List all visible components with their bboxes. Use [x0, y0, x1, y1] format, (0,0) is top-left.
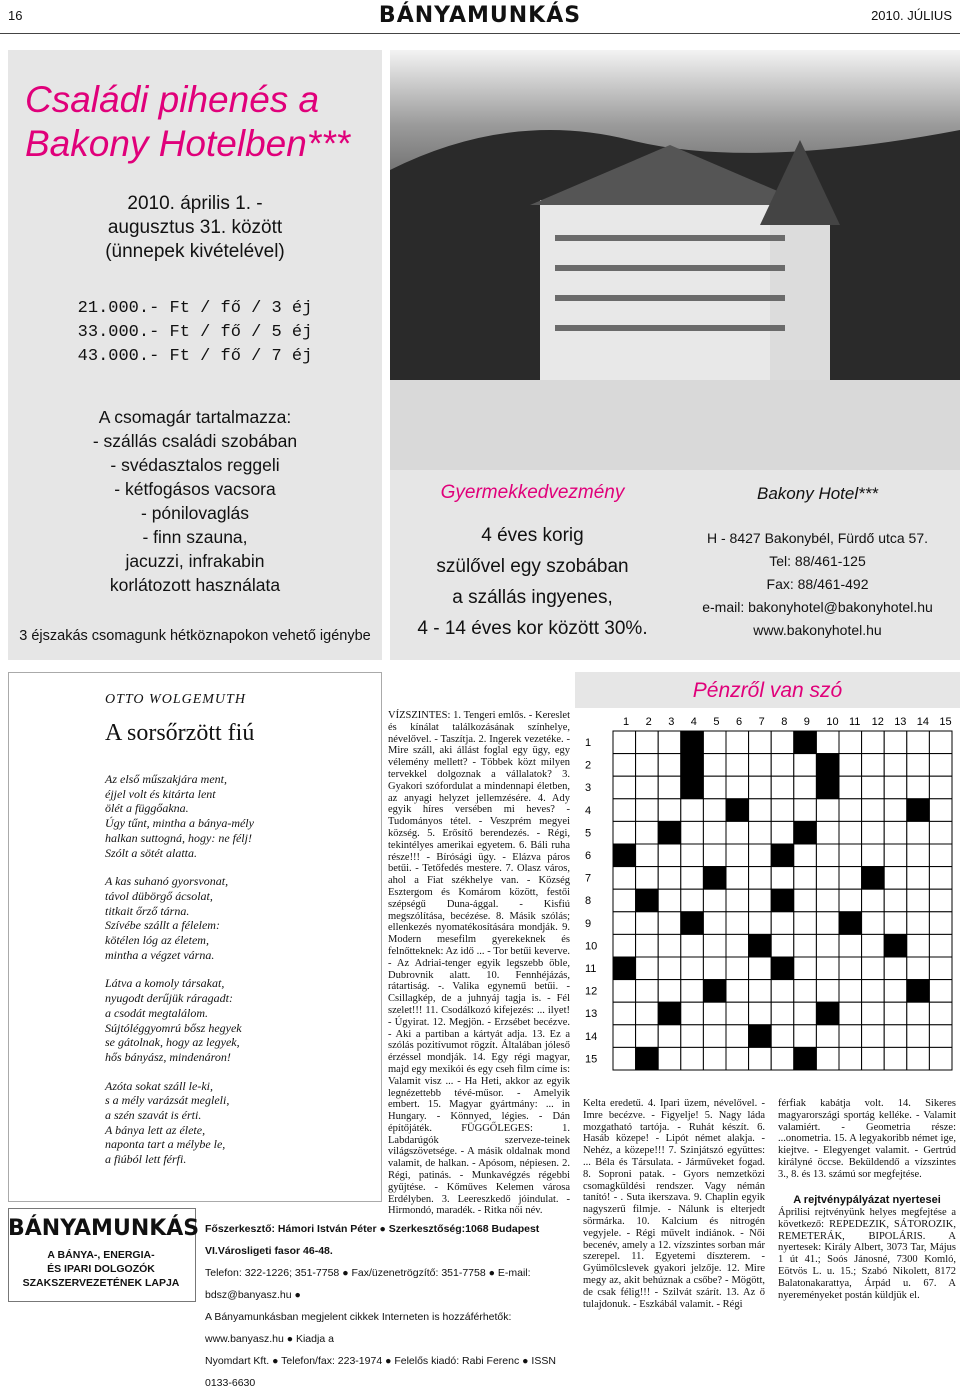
ad-period: 2010. április 1. - augusztus 31. között (ünnepek kivételével) — [105, 193, 285, 262]
crossword-cell[interactable] — [771, 867, 794, 890]
crossword-column-number: 7 — [758, 716, 765, 728]
crossword-cell[interactable] — [726, 912, 749, 935]
crossword-cell[interactable] — [862, 799, 885, 822]
crossword-title: Pénzről van szó — [692, 679, 843, 702]
crossword-cell[interactable] — [929, 844, 952, 867]
crossword-cell[interactable] — [749, 867, 772, 890]
crossword-cell[interactable] — [794, 980, 817, 1003]
crossword-cell[interactable] — [929, 799, 952, 822]
crossword-cell[interactable] — [726, 1002, 749, 1025]
crossword-cell[interactable] — [929, 1002, 952, 1025]
crossword-cell[interactable] — [681, 1002, 704, 1025]
crossword-black-cell — [681, 912, 704, 935]
crossword-row-number: 3 — [585, 782, 592, 795]
crossword-cell[interactable] — [613, 754, 636, 777]
crossword-cell[interactable] — [839, 980, 862, 1003]
ad-package: A csomagár tartalmazza: - szállás családi szobában - svédasztalos reggeli - kétfogásos vacsora - pónilovaglás - finn szauna, jacuzzi, infrakabin korlátozott használata — [92, 407, 298, 595]
crossword-cell[interactable] — [681, 889, 704, 912]
crossword-cell[interactable] — [658, 1025, 681, 1048]
crossword-cell[interactable] — [884, 731, 907, 754]
crossword-cell[interactable] — [839, 799, 862, 822]
crossword-cell[interactable] — [794, 889, 817, 912]
crossword-cell[interactable] — [636, 821, 659, 844]
crossword-cell[interactable] — [839, 934, 862, 957]
crossword-cell[interactable] — [636, 799, 659, 822]
crossword-cell[interactable] — [703, 799, 726, 822]
crossword-cell[interactable] — [749, 776, 772, 799]
hotel-photo-illustration — [390, 50, 960, 470]
crossword-cell[interactable] — [771, 1025, 794, 1048]
crossword-cell[interactable] — [862, 912, 885, 935]
crossword-black-cell — [749, 1025, 772, 1048]
crossword-cell[interactable] — [658, 731, 681, 754]
crossword-black-cell — [726, 799, 749, 822]
crossword-cell[interactable] — [884, 912, 907, 935]
crossword-cell[interactable] — [771, 1047, 794, 1070]
crossword-cell[interactable] — [726, 889, 749, 912]
crossword-cell[interactable] — [884, 776, 907, 799]
poem-title: A sorsőrzött fiú — [105, 720, 255, 746]
crossword-column-number: 8 — [781, 716, 788, 728]
crossword-cell[interactable] — [703, 912, 726, 935]
crossword-cell[interactable] — [771, 821, 794, 844]
crossword-cell[interactable] — [884, 867, 907, 890]
crossword-black-cell — [816, 776, 839, 799]
crossword-cell[interactable] — [658, 799, 681, 822]
crossword-cell[interactable] — [613, 776, 636, 799]
crossword-cell[interactable] — [703, 821, 726, 844]
crossword-cell[interactable] — [794, 754, 817, 777]
crossword-black-cell — [681, 776, 704, 799]
crossword-cell[interactable] — [862, 980, 885, 1003]
crossword-black-cell — [658, 1002, 681, 1025]
crossword-cell[interactable] — [794, 1002, 817, 1025]
crossword-cell[interactable] — [771, 912, 794, 935]
crossword-cell[interactable] — [771, 731, 794, 754]
imprint: Főszerkesztő: Hámori István Péter ● Szerkesztőség:1068 Budapest VI.Városligeti fasor 46-48. Telefon: 322-1226; 351-7758 ● Fax/üzenetrögzítő: 351-7758 ● E-mail: bdsz@banyasz.hu ● A Bányamunkásban megjelent cikkek Interneten is hozzáférhetők: www.banyasz.hu ● Kiadja a Nyomdart Kft. ● Telefon/fax: 223-1974 ● Felelős kiadó: Rabi Ferenc ● ISSN 0133-6630 — [205, 1223, 556, 1389]
crossword-cell[interactable] — [749, 912, 772, 935]
crossword-column-number: 10 — [826, 716, 839, 728]
crossword-cell[interactable] — [929, 754, 952, 777]
header-rule — [0, 33, 960, 34]
crossword-cell[interactable] — [907, 889, 930, 912]
hotel-name: Bakony Hotel*** — [757, 484, 878, 503]
crossword-column-number: 13 — [894, 716, 907, 728]
crossword-column-number: 5 — [713, 716, 720, 728]
crossword-cell[interactable] — [613, 912, 636, 935]
crossword-column-number: 14 — [916, 716, 930, 728]
crossword-black-cell — [771, 889, 794, 912]
crossword-cell[interactable] — [839, 867, 862, 890]
crossword-cell[interactable] — [749, 889, 772, 912]
crossword-cell[interactable] — [681, 867, 704, 890]
crossword-cell[interactable] — [636, 957, 659, 980]
ad-title: Családi pihenés a Bakony Hotelben*** — [25, 79, 350, 164]
crossword-cell[interactable] — [816, 957, 839, 980]
crossword-cell[interactable] — [839, 957, 862, 980]
crossword-cell[interactable] — [816, 731, 839, 754]
crossword-cell[interactable] — [726, 934, 749, 957]
crossword-cell[interactable] — [929, 934, 952, 957]
crossword-column-number: 3 — [668, 716, 675, 728]
crossword-cell[interactable] — [884, 799, 907, 822]
crossword-black-cell — [839, 912, 862, 935]
crossword-column-number: 12 — [871, 716, 884, 728]
crossword-cell[interactable] — [658, 754, 681, 777]
crossword-cell[interactable] — [749, 844, 772, 867]
crossword-row-number: 12 — [585, 985, 598, 998]
crossword-cell[interactable] — [794, 776, 817, 799]
crossword-cell[interactable] — [862, 1047, 885, 1070]
crossword-cell[interactable] — [907, 912, 930, 935]
crossword-black-cell — [613, 844, 636, 867]
crossword-cell[interactable] — [862, 1025, 885, 1048]
crossword-cell[interactable] — [749, 754, 772, 777]
crossword-cell[interactable] — [839, 821, 862, 844]
crossword-cell[interactable] — [929, 867, 952, 890]
crossword-cell[interactable] — [703, 889, 726, 912]
crossword-cell[interactable] — [884, 1047, 907, 1070]
crossword-cell[interactable] — [613, 934, 636, 957]
crossword-cell[interactable] — [929, 1047, 952, 1070]
crossword-cell[interactable] — [816, 1025, 839, 1048]
crossword-cell[interactable] — [749, 1047, 772, 1070]
crossword-cell[interactable] — [726, 957, 749, 980]
crossword-cell[interactable] — [703, 934, 726, 957]
crossword-row-number: 5 — [585, 827, 592, 840]
crossword-cell[interactable] — [884, 980, 907, 1003]
crossword-cell[interactable] — [816, 799, 839, 822]
crossword-row-numbers — [584, 730, 606, 1090]
crossword-cell[interactable] — [726, 1025, 749, 1048]
crossword-cell[interactable] — [703, 754, 726, 777]
crossword-cell[interactable] — [907, 776, 930, 799]
crossword-cell[interactable] — [862, 1002, 885, 1025]
crossword-black-cell — [636, 889, 659, 912]
winners-title: A rejtvénypályázat nyertesei — [793, 1194, 941, 1206]
ad-weekday-note: 3 éjszakás csomagunk hétköznapokon vehető igénybe — [19, 628, 371, 644]
crossword-black-cell — [771, 957, 794, 980]
crossword-clues-continued: Kelta eredetű. 4. Ipari üzem, névelővel. - Imre becézve. - Figyelje! 5. Nagy láda mozgatható tartója. - Ruhát készít. 6. Hasáb közepe! - Lipót német alakja. - Nehéz, a közepe!!! 7. Szinjátszó együttes: ... Béla és Társulata. - Járműveket fogad. 8. Soproni patak. - Gyors nemzetközi csomagküldési rendszer. Vagy némán tanító! - . Suta ikerszava. 9. Chaplin egyik nagyszerű filmje. - Nálunk is elterjedt sörmárka. 10. Kalcium és nitrogén vegyjele. - Régi művelt indiánok. - Női becenév, amely a 12. vízszintes sorban már szerepel. 11. Egyetemi díszterem. - Gyümölcslevek gyakori jelzője. 12. Mire megy az, akit behúznak a csőbe? - Mögött, de csak félig!!! - Szilvát szárít. 13. Az ő tulajdonuk. - Eszkábál valamit. - Régi — [583, 1098, 765, 1310]
crossword-cell[interactable] — [862, 731, 885, 754]
crossword-cell[interactable] — [726, 980, 749, 1003]
crossword-black-cell — [907, 799, 930, 822]
crossword-black-cell — [884, 934, 907, 957]
hotel-photo — [390, 50, 960, 470]
crossword-row-number: 13 — [585, 1008, 598, 1021]
crossword-cell[interactable] — [636, 867, 659, 890]
crossword-cell[interactable] — [771, 799, 794, 822]
crossword-cell[interactable] — [839, 889, 862, 912]
crossword-clues: VÍZSZINTES: 1. Tengeri emlős. - Kereslet és kínálat találkozásának színhelye, névelővel. - Taszítja. 2. Ingerek vezetéke. - Mire száll, aki állást foglal egy ügy, egy vélemény mellett? - Többek közt milyen tervekkel dolgoznak a vállalatok? 3. Gyakori szófordulat a mindennapi életben, az anyagi helyzet jellemzésére. 4. Ady egyik híres versében mi heves? - Tudományos tétel. - Veszprém megyei község. 5. Erősítő berendezés. - Régi, tekintélyes amerikai egyetem. 6. Báli ruha része!!! - Bírósági ügy. - Elázva páros betűi. - Tetőfedés mestere. 7. Olasz város, ahol a Fiat székhelye van. - Község Esztergom és Komárom között, festői szépségű Duna-ággal. - Kisfiú megszólítása, becézése. 8. Másik szólás; ellenkezés nyomatékosítására mondják. 9. Modern mesefilm gyerekeknek és felnőtteknek: Az idő ... - Tor betűi keverve. - Az Adriai-tenger egyik legszebb öble, Dubrovnik alatt. 10. Fennhéjázás, rátartiság. -. Valika egynemű betűi. - Csillagkép, de a juhnyáj tagja is. - Fél szelet!!! 11. Csodálkozó kifejezés: ... ilyet! - Úgyirat. 12. Megjön. - Erzsébet becézve. - Aki a partiban a kártyát adja. 13. Ez a szólás pozitívumot rögzít. Általában jóleső érzéssel mondják. 14. Egy régi magyar, majd egy mexikói és egy cseh film címe is: Valamit visz ... - Ha Heti, akkor az egyik legnézettebb tévé-műsor. - Amelyik embert. 15. Magyar gyártmány: ... in Hungary. - Könnyed, légies. - Dán építőjáték. FÜGGŐLEGES: 1. Labdarúgók szerveze-teinek világszövetsége. - A másik oldalnak mond valamit, de halkan. - Apósom, népiesen. 2. Régi, patinás. - Munkavégzés régebbi gyűjtése. - Kőműves Kelemen városa Erdélyben. 3. Leereszkedő jóindulat. - Hirmondó, maradék. - Ritka női név. — [388, 710, 570, 1217]
crossword-cell[interactable] — [794, 934, 817, 957]
footer-logo: BÁNYAMUNKÁS — [8, 1216, 200, 1241]
crossword-black-cell — [816, 754, 839, 777]
crossword-black-cell — [613, 957, 636, 980]
crossword-column-number: 2 — [645, 716, 652, 728]
hotel-contact: H - 8427 Bakonybél, Fürdő utca 57. Tel: 88/461-125 Fax: 88/461-492 e-mail: bakonyhotel@bakonyhotel.hu www.bakonyhotel.hu — [702, 530, 933, 638]
crossword-cell[interactable] — [884, 1025, 907, 1048]
crossword-cell[interactable] — [839, 776, 862, 799]
crossword-cell[interactable] — [839, 754, 862, 777]
crossword-clues-end: férfiak kabátja volt. 14. Sikeres magyarországi sportág kelléke. - Valamit valamiért. - Geometria része: ...onometria. 15. A legyakoribb német ige, kiejtve. - Elegyenget valamit. - Gertrúd királyné öccse. Beküldendő a vízszintes 3., 8. és 13. számú sor megfejtése. — [778, 1098, 956, 1180]
crossword-cell[interactable] — [703, 1002, 726, 1025]
crossword-row-number: 15 — [585, 1053, 598, 1066]
crossword-cell[interactable] — [658, 957, 681, 980]
crossword-cell[interactable] — [681, 844, 704, 867]
crossword-cell[interactable] — [794, 912, 817, 935]
winners-text: Áprilisi rejtvényünk helyes megfejtése a következő: REPEDEZIK, SÁTOROZIK, REMETERÁK, BIPOLÁRIS. A nyertesek: Király Albert, 3073 Tar, Május 1 út 41.; Soós Jánosné, 7300 Komló, Eötvös L. u. 15.; Szabó Nikolett, 8172 Balatonakarattya, Árpád u. 67. A nyereményeket postán küldjük el. — [778, 1207, 956, 1301]
crossword-cell[interactable] — [613, 731, 636, 754]
poem-author: OTTO WOLGEMUTH — [105, 692, 246, 707]
crossword-cell[interactable] — [726, 844, 749, 867]
crossword-column-number: 9 — [803, 716, 810, 728]
crossword-cell[interactable] — [703, 731, 726, 754]
crossword-cell[interactable] — [839, 844, 862, 867]
crossword-black-cell — [794, 731, 817, 754]
issue-date: 2010. JÚLIUS — [871, 8, 952, 23]
crossword-cell[interactable] — [929, 980, 952, 1003]
page-number: 16 — [8, 8, 23, 23]
crossword-cell[interactable] — [884, 821, 907, 844]
crossword-cell[interactable] — [929, 912, 952, 935]
crossword-black-cell — [862, 867, 885, 890]
crossword-cell[interactable] — [884, 1002, 907, 1025]
kids-text: 4 éves korig szülővel egy szobában a szállás ingyenes, 4 - 14 éves kor között 30%. — [417, 525, 648, 639]
crossword-black-cell — [794, 821, 817, 844]
crossword-cell[interactable] — [862, 844, 885, 867]
crossword-black-cell — [749, 934, 772, 957]
crossword-cell[interactable] — [907, 844, 930, 867]
crossword-column-number: 15 — [939, 716, 952, 728]
crossword-column-number: 4 — [690, 716, 697, 728]
crossword-cell[interactable] — [658, 844, 681, 867]
crossword-cell[interactable] — [658, 867, 681, 890]
crossword-cell[interactable] — [816, 889, 839, 912]
crossword-cell[interactable] — [907, 731, 930, 754]
crossword-column-numbers — [620, 713, 960, 729]
crossword-black-cell — [703, 867, 726, 890]
crossword-cell[interactable] — [862, 889, 885, 912]
crossword-cell[interactable] — [884, 889, 907, 912]
crossword-row-number: 4 — [585, 804, 592, 817]
crossword-black-cell — [794, 1047, 817, 1070]
crossword-row-number: 9 — [585, 917, 592, 930]
crossword-cell[interactable] — [726, 754, 749, 777]
crossword-cell[interactable] — [749, 980, 772, 1003]
crossword-grid — [612, 730, 954, 1092]
crossword-cell[interactable] — [794, 1025, 817, 1048]
crossword-cell[interactable] — [636, 1025, 659, 1048]
crossword-cell[interactable] — [839, 731, 862, 754]
crossword-cell[interactable] — [771, 980, 794, 1003]
crossword-cell[interactable] — [862, 821, 885, 844]
crossword-cell[interactable] — [862, 776, 885, 799]
crossword-cell[interactable] — [929, 731, 952, 754]
crossword-row-number: 6 — [585, 850, 592, 862]
crossword-black-cell — [816, 1002, 839, 1025]
crossword-black-cell — [636, 1047, 659, 1070]
crossword-row-number: 8 — [585, 895, 592, 908]
crossword-cell[interactable] — [771, 934, 794, 957]
crossword-cell[interactable] — [613, 980, 636, 1003]
crossword-cell[interactable] — [636, 776, 659, 799]
crossword-cell[interactable] — [929, 821, 952, 844]
crossword-cell[interactable] — [681, 980, 704, 1003]
crossword-cell[interactable] — [658, 934, 681, 957]
crossword-cell[interactable] — [907, 1047, 930, 1070]
crossword-cell[interactable] — [726, 867, 749, 890]
crossword-cell[interactable] — [726, 821, 749, 844]
masthead-logo: BÁNYAMUNKÁS — [378, 3, 582, 28]
crossword-cell[interactable] — [839, 1002, 862, 1025]
crossword-black-cell — [907, 980, 930, 1003]
crossword-column-number: 1 — [623, 716, 630, 728]
crossword-cell[interactable] — [929, 889, 952, 912]
crossword-cell[interactable] — [839, 1025, 862, 1048]
crossword-cell[interactable] — [771, 776, 794, 799]
crossword-cell[interactable] — [816, 867, 839, 890]
crossword-cell[interactable] — [636, 912, 659, 935]
crossword-cell[interactable] — [703, 957, 726, 980]
crossword-cell[interactable] — [907, 821, 930, 844]
crossword-cell[interactable] — [613, 1047, 636, 1070]
crossword-cell[interactable] — [816, 934, 839, 957]
crossword-cell[interactable] — [703, 1025, 726, 1048]
crossword-cell[interactable] — [681, 799, 704, 822]
poem-stanza: Azóta sokat száll le-ki, s a mély varázsát megleli, a szén szavát is érti. A bánya lett az élete, naponta tart a mélybe le, a fiúból lett férfi. — [105, 1078, 230, 1167]
crossword-cell[interactable] — [907, 1025, 930, 1048]
crossword-black-cell — [771, 844, 794, 867]
poem-stanza: Látva a komoly társakat, nyugodt derűjük ráragadt: a csodát megtalálom. Sújtóléggyomrú bősz hegyek se gátolnak, hogy az legyek, hős bányász, mindenáron! — [105, 976, 242, 1064]
crossword-cell[interactable] — [816, 821, 839, 844]
crossword-cell[interactable] — [658, 980, 681, 1003]
crossword-cell[interactable] — [681, 821, 704, 844]
crossword-row-number: 1 — [585, 737, 592, 749]
crossword-cell[interactable] — [749, 731, 772, 754]
crossword-cell[interactable] — [613, 889, 636, 912]
crossword-cell[interactable] — [929, 1025, 952, 1048]
crossword-cell[interactable] — [816, 912, 839, 935]
poem-body — [105, 772, 375, 1181]
crossword-cell[interactable] — [681, 1047, 704, 1070]
crossword-cell[interactable] — [613, 821, 636, 844]
crossword-cell[interactable] — [658, 889, 681, 912]
crossword-cell[interactable] — [681, 1025, 704, 1048]
crossword-cell[interactable] — [613, 1025, 636, 1048]
crossword-cell[interactable] — [816, 1047, 839, 1070]
crossword-cell[interactable] — [816, 980, 839, 1003]
crossword-cell[interactable] — [703, 1047, 726, 1070]
crossword-cell[interactable] — [907, 754, 930, 777]
crossword-cell[interactable] — [749, 957, 772, 980]
crossword-row-number: 7 — [585, 872, 592, 885]
poem-stanza: A kas suhanó gyorsvonat, távol dübörgő ácsolat, titkait őrző tárna. Szívébe szállt a félelem: kötélen lóg az életem, mintha a végzet várna. — [105, 874, 229, 962]
crossword-cell[interactable] — [907, 934, 930, 957]
crossword-cell[interactable] — [636, 934, 659, 957]
crossword-cell[interactable] — [862, 957, 885, 980]
crossword-cell[interactable] — [929, 776, 952, 799]
crossword-cell[interactable] — [749, 1002, 772, 1025]
crossword-cell[interactable] — [749, 799, 772, 822]
crossword-cell[interactable] — [862, 754, 885, 777]
crossword-black-cell — [658, 821, 681, 844]
crossword-cell[interactable] — [658, 776, 681, 799]
crossword-cell[interactable] — [839, 1047, 862, 1070]
crossword-cell[interactable] — [794, 867, 817, 890]
footer-union: A BÁNYA-, ENERGIA- ÉS IPARI DOLGOZÓK SZAKSZERVEZETÉNEK LAPJA — [22, 1249, 180, 1289]
crossword-cell[interactable] — [794, 957, 817, 980]
crossword-cell[interactable] — [613, 1002, 636, 1025]
crossword-row-number: 10 — [585, 940, 598, 953]
crossword-cell[interactable] — [636, 844, 659, 867]
crossword-cell[interactable] — [907, 867, 930, 890]
crossword-cell[interactable] — [703, 844, 726, 867]
crossword-cell[interactable] — [816, 844, 839, 867]
crossword-cell[interactable] — [749, 821, 772, 844]
crossword-cell[interactable] — [771, 1002, 794, 1025]
crossword-cell[interactable] — [636, 980, 659, 1003]
crossword-cell[interactable] — [884, 957, 907, 980]
crossword-cell[interactable] — [907, 1002, 930, 1025]
crossword-cell[interactable] — [884, 754, 907, 777]
crossword-cell[interactable] — [703, 776, 726, 799]
crossword-black-cell — [681, 731, 704, 754]
crossword-column-number: 11 — [849, 716, 861, 728]
crossword-cell[interactable] — [613, 799, 636, 822]
crossword-cell[interactable] — [726, 776, 749, 799]
crossword-cell[interactable] — [681, 934, 704, 957]
ad-prices: 21.000.- Ft / fő / 3 éj 33.000.- Ft / fő / 5 éj 43.000.- Ft / fő / 7 éj — [77, 299, 313, 366]
crossword-cell[interactable] — [636, 1002, 659, 1025]
crossword-cell[interactable] — [658, 1047, 681, 1070]
crossword-black-cell — [681, 754, 704, 777]
poem-stanza: Az első műszakjára ment, éjjel volt és kitárta lent ölét a függőakna. Úgy tűnt, mintha a bánya-mély halkan suttogná, hogy: ne félj! Szólt a sötét alatta. — [105, 772, 254, 860]
crossword-row-number: 2 — [585, 759, 592, 772]
crossword-cell[interactable] — [613, 867, 636, 890]
crossword-cell[interactable] — [636, 731, 659, 754]
crossword-cell[interactable] — [681, 957, 704, 980]
crossword-cell[interactable] — [794, 799, 817, 822]
crossword-black-cell — [703, 980, 726, 1003]
crossword-row-number: 11 — [585, 963, 597, 975]
crossword-cell[interactable] — [929, 957, 952, 980]
crossword-cell[interactable] — [771, 754, 794, 777]
kids-title: Gyermekkedvezmény — [440, 482, 625, 503]
crossword-cell[interactable] — [884, 844, 907, 867]
crossword-cell[interactable] — [794, 844, 817, 867]
crossword-cell[interactable] — [636, 754, 659, 777]
crossword-cell[interactable] — [726, 1047, 749, 1070]
crossword-cell[interactable] — [907, 957, 930, 980]
crossword-cell[interactable] — [658, 912, 681, 935]
crossword-row-number: 14 — [585, 1030, 598, 1043]
crossword-cell[interactable] — [726, 731, 749, 754]
crossword-cell[interactable] — [862, 934, 885, 957]
crossword-column-number: 6 — [736, 716, 743, 728]
